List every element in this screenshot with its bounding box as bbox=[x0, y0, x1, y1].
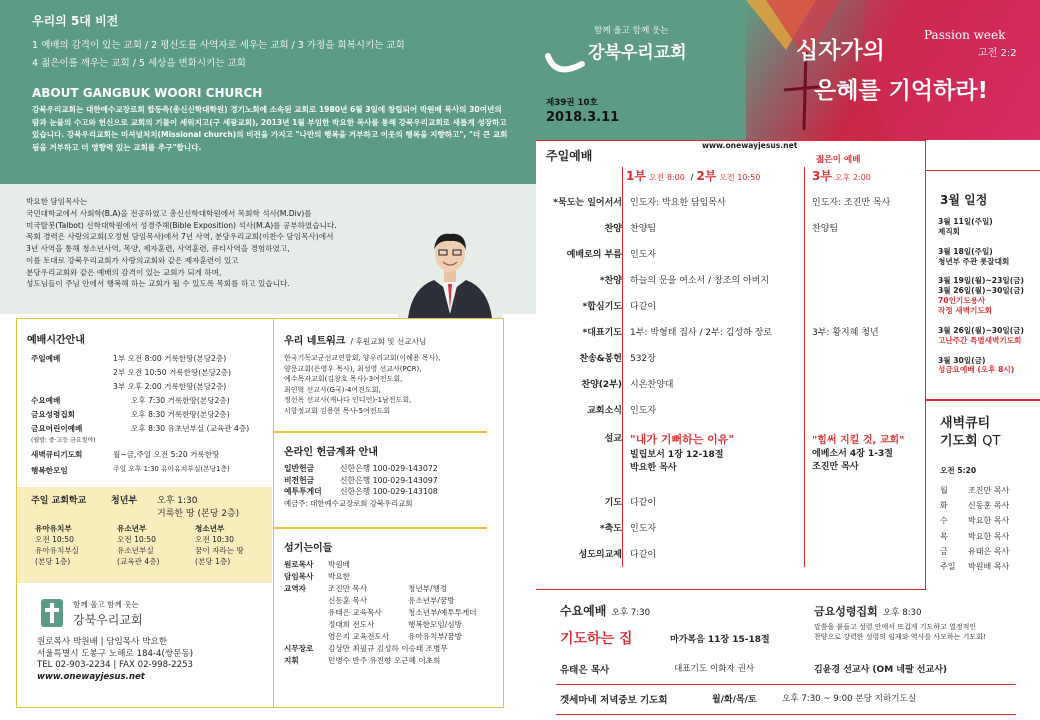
order-row: *합심기도 다같이 bbox=[582, 302, 657, 312]
smile-logo-icon bbox=[542, 44, 590, 84]
order-row: 교회소식 인도자 bbox=[587, 406, 657, 416]
sunday-school-col-3: 청소년부 오전 10:30 꿈이 자라는 땅 (본당 1층) bbox=[195, 524, 244, 566]
sunday-school-col-1: 유아유치부 오전 10:50 유아유치부실 (본당 1층) bbox=[35, 524, 80, 566]
vision-line-1: 1 예배의 감격이 있는 교회 / 2 평신도를 사역자로 세우는 교회 / 3 가정을 회복시키는 교회 bbox=[32, 40, 405, 51]
vision-title: 우리의 5대 비전 bbox=[32, 14, 119, 28]
divider bbox=[556, 684, 1016, 685]
vision-line-2: 4 젊은이를 깨우는 교회 / 5 세상을 변화시키는 교회 bbox=[32, 58, 246, 69]
order-url[interactable]: www.onewayjesus.net bbox=[702, 141, 798, 150]
about-title: ABOUT GANGBUK WOORI CHURCH bbox=[32, 86, 263, 100]
bible-verse: 고전 2:2 bbox=[978, 48, 1017, 59]
dawn-qt-title: 새벽큐티 기도회 QT bbox=[940, 416, 1001, 450]
divider bbox=[926, 399, 1040, 401]
about-text: 강북우리교회는 대한예수교장로회 합동측(총신신학대학원) 경기노회에 소속된 교회로 1980년 6월 3일에 창립되어 박원배 목사의 30여년의 땀과 눈물의 수고와 헌신으로 교회의 기틀이 세워지고(구 세광교회), 2013년 1월 부임한 박요한 목사를 통해 강북우리교회로 새롭게 성장하고 있습니다. 강북우리교회는 미셔널처치(Missional church)의 비전을 가지고 "나만의 행복을 거부하고 이웃의 행복을 지향하고", "더 큰 교회됨을 거부하고 더 영향력 있는 교회를 추구"합니다. bbox=[32, 105, 508, 152]
wed-preacher: 유태은 목사 bbox=[560, 665, 610, 676]
wed-header: 수요예배 오후 7:30 bbox=[560, 604, 651, 618]
staff-title: 섬기는이들 bbox=[284, 543, 333, 554]
banner-title-1: 십자가의 bbox=[796, 38, 885, 64]
sermon-1: "내가 기뻐하는 이유" 빌립보서 1장 12-18절 박요한 목사 bbox=[630, 433, 735, 473]
banner-title-2: 은혜를 기억하라! bbox=[814, 78, 989, 104]
order-row: *대표기도 1부: 박형태 집사 / 2부: 김성하 장로 3부: 황지혜 청년 bbox=[582, 328, 879, 338]
sunday-school-col-2: 유소년부 오전 10:50 유소년부실 (교육관 4층) bbox=[117, 524, 160, 566]
service-1-2-times: 1부 오전 8:00 / 2부 오전 10:50 bbox=[626, 169, 761, 183]
fri-header: 금요성령집회 오후 8:30 bbox=[814, 605, 922, 618]
divider bbox=[274, 431, 487, 433]
worship-times-box bbox=[16, 318, 274, 708]
fri-description: 말씀을 붙들고 성령 안에서 뜨겁게 기도하고 열정적인 찬양으로 강력한 성령의 임재와 역사를 사모하는 기도회! bbox=[814, 623, 986, 642]
divider bbox=[556, 714, 1016, 715]
flower-decoration bbox=[746, 0, 1040, 140]
pastor-photo bbox=[398, 222, 502, 318]
header-logo-area bbox=[536, 0, 746, 140]
youth-worship-label: 젊은이 예배 bbox=[816, 155, 861, 165]
header-slogan: 함께 울고 함께 웃는 bbox=[594, 26, 669, 36]
issue-number: 제39권 10호 bbox=[546, 98, 598, 108]
sunday-school-box: 주일 교회학교 청년부 오후 1:30 거룩한 땅 (본당 2층) 유아유치부 오전 10:50 유아유치부실 (본당 1층) 유소년부 오전 10:50 유소년부실 (교육관 4층) 청소년부 오전 10:30 꿈이 자라는 땅 (본당 1층) bbox=[17, 487, 272, 583]
offering-list: 일반헌금 신한은행 100-029-143072 비전헌금 신한은행 100-029-143097 예투투게더 신한은행 100-029-143108 예금주: 대한예수교장로회 강북우리교회 bbox=[284, 464, 438, 509]
wed-theme: 기도하는 집 bbox=[560, 631, 633, 647]
church-name: 강북우리교회 bbox=[73, 613, 143, 627]
dawn-qt-time: 오전 5:20 bbox=[940, 466, 977, 475]
network-list: 한국기독교군선교연합회, 양우리교회(이해용 목사), 양문교회(은영우 목사), 최성영 선교사(PCR), 예수목자교회(김창호 목사)-3여전도회, 최인혁 선교사(G국)-4여전도회, 정선옥 선교사(캐나다 인디언)-1남전도회, 서항정교회 김용현 목사-5여전도회 bbox=[284, 354, 441, 415]
offering-title: 온라인 헌금계좌 안내 bbox=[284, 447, 378, 458]
order-row: 기도 다같이 bbox=[604, 498, 657, 508]
order-row: 찬양 찬양팀 찬양팀 bbox=[604, 224, 839, 234]
order-row: *축도 인도자 bbox=[599, 524, 657, 534]
church-slogan: 함께 울고 함께 웃는 bbox=[73, 600, 139, 609]
passion-week-banner bbox=[746, 0, 1040, 140]
order-row: 성도의교제 다같이 bbox=[578, 550, 657, 560]
issue-date: 2018.3.11 bbox=[546, 110, 620, 125]
pastor-bio: 박요한 담임목사는 국민대학교에서 사회학(B.A)을 전공하였고 총신신학대학원에서 목회학 석사(M.Div)를 미국탈봇(Talbot) 신학대학원에서 성경주해(Bible Exposition) 석사(M.A)를 공부하였습니다. 목회 경력은 사랑의교회(오정현 담임목사)에서 7년 사역, 분당우리교회(이찬수 담임목사)에서 3년 사역을 통해 청소년사역, 목양, 제자훈련, 사역훈련, 큐티사역을 경험하였고, 이를 토대로 강북우리교회가 사랑의교회와 같은 제자훈련이 있고 분당우리교회와 같은 예배의 감격이 있는 교회가 되게 하며, 성도님들이 주님 안에서 행복해 하는 교회가 될 수 있도록 목회를 하고 있습니다. bbox=[26, 197, 337, 289]
gethsemane-title: 겟세마네 저녁중보 기도회 bbox=[560, 695, 668, 706]
calendar-list: 3월 11일(주일) 제직회 3월 18일(주일) 청년부 주관 롯잘대회 3월 19일(월)~23일(금) 3월 26일(월)~30일(금) 70인기도용사 작정 새벽기도회 3월 26일(월)~30일(금) 고난주간 특별새벽기도회 3월 30일(금) 성금요예배 (오후 8시) bbox=[938, 217, 1024, 375]
sermon-row: 설교 "내가 기뻐하는 이유" 빌립보서 1장 12-18절 박요한 목사 "힘써 지킬 것, 교회" 에베소서 4장 1-3절 조진만 목사 bbox=[604, 433, 905, 473]
gethsemane-days: 월/화/목/토 bbox=[712, 695, 757, 705]
order-row: 찬양(2부) 시온찬양대 bbox=[581, 380, 674, 390]
order-row: 예배로의 부름 인도자 bbox=[566, 250, 657, 260]
church-url[interactable]: www.onewayjesus.net bbox=[37, 671, 145, 682]
vision-section bbox=[0, 0, 536, 184]
service-3-time: 3부 오후 2:00 bbox=[812, 169, 871, 183]
church-logo-icon bbox=[39, 597, 67, 629]
fri-speaker: 김윤경 선교사 (OM 네팔 선교사) bbox=[814, 665, 948, 675]
dawn-qt-schedule: 월 조진만 목사 화 신동훈 목사 수 박요한 목사 목 박요한 목사 금 유태은 목사 주일 박원배 목사 bbox=[940, 486, 1010, 571]
march-calendar bbox=[926, 170, 1040, 590]
weekday-services bbox=[536, 590, 1040, 720]
network-header: 우리 네트워크 / 후원교회 및 선교사님 bbox=[284, 336, 427, 347]
passion-week-label: Passion week bbox=[924, 28, 1006, 42]
header-church-name: 강북우리교회 bbox=[588, 43, 687, 63]
calendar-title: 3월 일정 bbox=[940, 193, 988, 207]
network-column bbox=[274, 318, 504, 708]
sermon-2: "힘써 지킬 것, 교회" 에베소서 4장 1-3절 조진만 목사 bbox=[812, 435, 905, 472]
staff-list: 원로목사 박원배 담임목사 박요한 교역자 조진만 목사 청년부/행정 신동훈 목사 유소년부/꿈방 유태은 교육목사 청소년부/예투투게더 정대희 전도사 행복한모임/심방 염은지 교육전도사 유아유치부/꿈방 시무장로 김상만 최필규 김성하 이승태 조병무 지휘 민병수 반주 유진향 오근혜 이초희 bbox=[284, 560, 477, 665]
church-contact: 원로목사 박원배 | 담임목사 박요한 서울특별시 도봉구 노해로 184-4(쌍문동) TEL 02-903-2234 | FAX 02-998-2253 www.onewayjesus.net bbox=[37, 637, 194, 682]
order-row: *찬양 하늘의 문을 여소서 / 창조의 아버지 bbox=[599, 276, 770, 286]
worship-times-list: 주일예배 1부 오전 8:00 거룩한땅(본당2층) 2부 오전 10:50 거룩한땅(본당2층) 3부 오후 2:00 거룩한땅(본당2층) 수요예배 오후 7:30 거룩한땅(본당2층) 금요성령집회 오후 8:30 거룩한땅(본당2층) 금요어린이예배 오후 8:30 유초년부실 (교육관 4층) (월밤: 중·고등 금요철야) 새벽큐티기도회 월~금,주일 오전 5:20 거룩한땅 행복한모임 주일 오후 1:30 유아유치부실(본당1층) bbox=[31, 354, 250, 475]
wed-passage: 마가복음 11장 15-18절 bbox=[670, 635, 770, 645]
gethsemane-time: 오후 7:30 ~ 9:00 본당 지하기도실 bbox=[782, 694, 917, 704]
divider bbox=[274, 527, 487, 529]
order-row: 찬송&봉헌 532장 bbox=[579, 354, 656, 364]
worship-times-title: 예배시간안내 bbox=[27, 335, 85, 346]
sunday-service-order bbox=[536, 140, 926, 590]
order-row: *묵도는 일어서서 인도자: 박요한 담임목사 인도자: 조진만 목사 bbox=[553, 198, 891, 208]
order-title: 주일예배 bbox=[546, 149, 593, 163]
wed-prayer: 대표기도 이화자 권사 bbox=[674, 664, 755, 674]
